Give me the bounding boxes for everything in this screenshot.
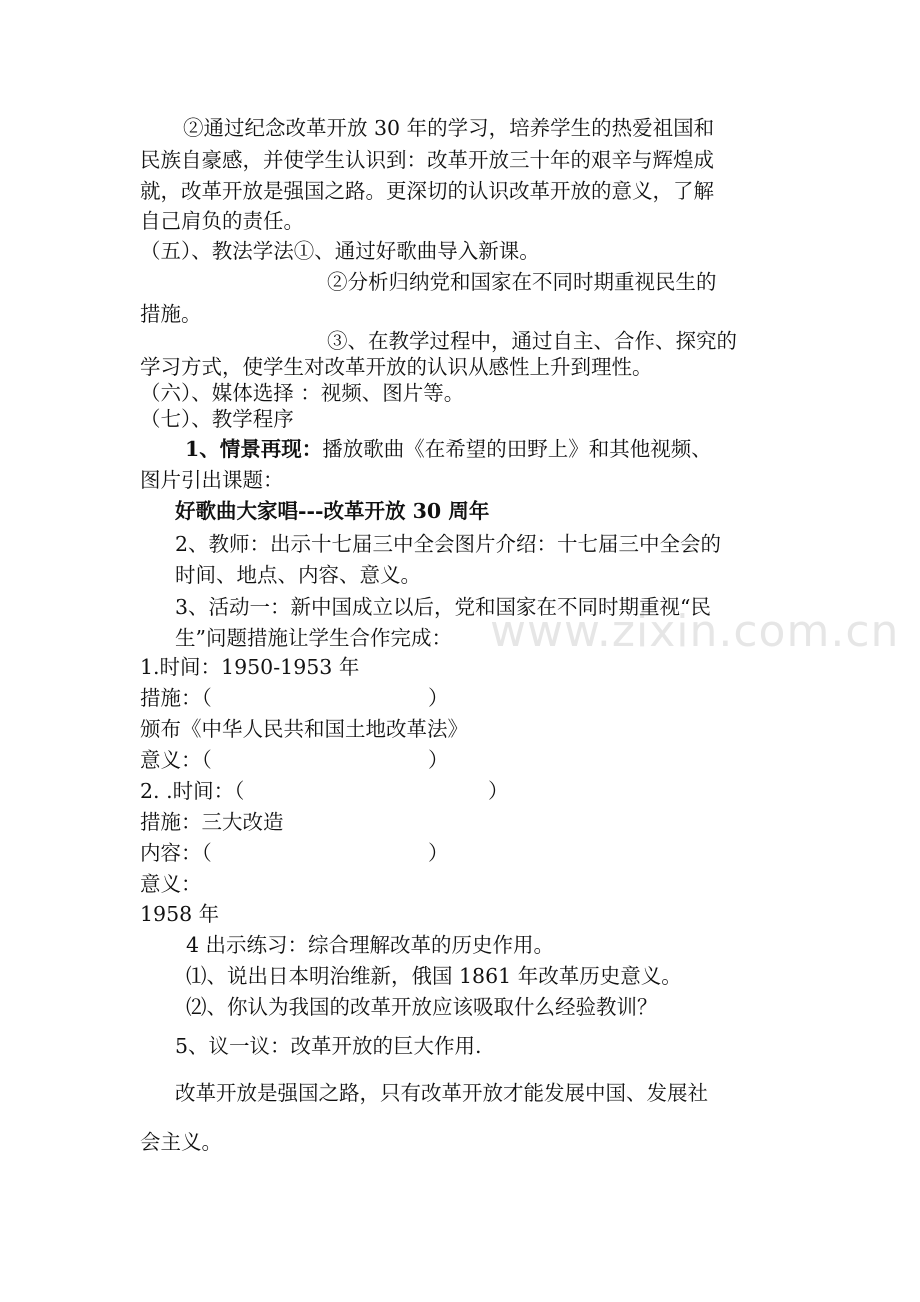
step-1-label: 1、情景再现： (185, 437, 323, 461)
step-3-line-2: 生”问题措施让学生合作完成： (175, 626, 452, 650)
period-2-meaning: 意义： (140, 872, 202, 896)
period-1-time: 1.时间：1950-1953 年 (140, 655, 360, 679)
year-1958: 1958 年 (140, 902, 220, 926)
period-2-time: 2. .时间：（ (140, 779, 245, 803)
objective-line-2: 民族自豪感，并使学生认识到：改革开放三十年的艰辛与辉煌成 (140, 148, 714, 172)
period-1-measure: 措施：（ (140, 686, 212, 710)
step-5-line: 5、议一议：改革开放的巨大作用. (175, 1034, 482, 1058)
step-4-line-3: ⑵、你认为我国的改革开放应该吸取什么经验教训？ (186, 995, 658, 1019)
period-1-law: 颁布《中华人民共和国土地改革法》 (140, 717, 468, 741)
objective-line-1: ②通过纪念改革开放 30 年的学习，培养学生的热爱祖国和 (183, 116, 715, 140)
period-2-content: 内容：（ (140, 841, 212, 865)
method-line-1: （五）、教法学法①、通过好歌曲导入新课。 (140, 239, 540, 263)
step-1-text: 播放歌曲《在希望的田野上》和其他视频、 (322, 437, 712, 461)
conclusion-line-2: 会主义。 (140, 1130, 222, 1154)
media-line: （六）、媒体选择 ：视频、图片等。 (140, 381, 465, 405)
method-line-4: ③、在教学过程中，通过自主、合作、探究的 (327, 329, 737, 353)
watermark: www.zixin.com.cn (490, 606, 900, 657)
step-2-line-2: 时间、地点、内容、意义。 (175, 563, 421, 587)
step-4-line-2: ⑴、说出日本明治维新，俄国 1861 年改革历史意义。 (186, 964, 682, 988)
step-1-line-2: 图片引出课题： (140, 468, 284, 492)
step-4-line-1: 4 出示练习：综合理解改革的历史作用。 (186, 933, 555, 957)
period-2-content-close: ） (428, 841, 449, 865)
objective-line-4: 自己肩负的责任。 (140, 209, 304, 233)
procedure-heading: （七）、教学程序 (140, 407, 294, 431)
step-2-line-1: 2、教师：出示十七届三中全会图片介绍：十七届三中全会的 (175, 532, 722, 556)
period-2-measure: 措施：三大改造 (140, 810, 284, 834)
period-2-time-close: ） (488, 779, 509, 803)
period-1-meaning: 意义：（ (140, 748, 212, 772)
step-3-line-1: 3、活动一：新中国成立以后，党和国家在不同时期重视“民 (175, 595, 712, 619)
objective-line-3: 就，改革开放是强国之路。更深切的认识改革开放的意义，了解 (140, 179, 714, 203)
method-line-3: 措施。 (140, 302, 202, 326)
method-line-5: 学习方式，使学生对改革开放的认识从感性上升到理性。 (140, 355, 653, 379)
period-1-measure-close: ） (428, 686, 449, 710)
period-1-meaning-close: ） (428, 748, 449, 772)
step-1-line-1 (185, 433, 712, 465)
conclusion-line-1: 改革开放是强国之路，只有改革开放才能发展中国、发展社 (175, 1081, 708, 1105)
lesson-title: 好歌曲大家唱---改革开放 30 周年 (175, 499, 490, 523)
method-line-2: ②分析归纳党和国家在不同时期重视民生的 (327, 270, 717, 294)
